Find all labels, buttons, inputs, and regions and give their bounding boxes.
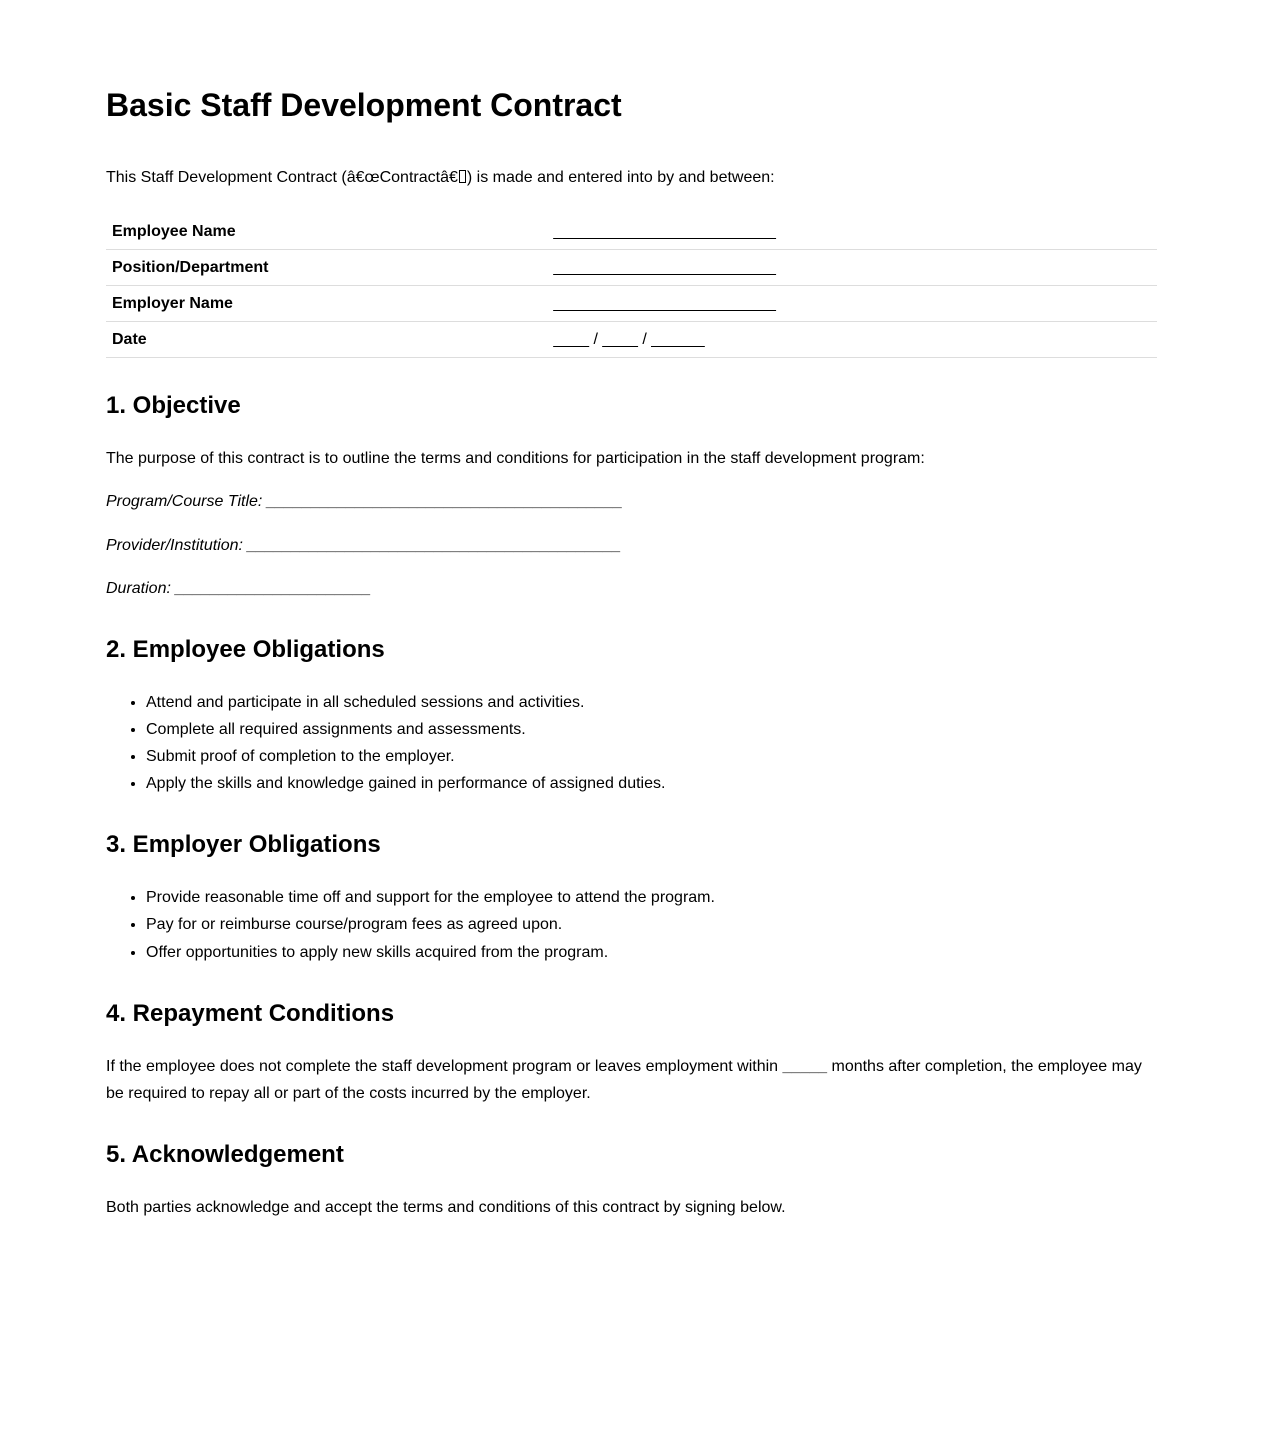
section-heading-employer-obligations: 3. Employer Obligations <box>106 831 381 859</box>
acknowledgement-paragraph: Both parties acknowledge and accept the terms and conditions of this contract by signing below. <box>106 1198 786 1216</box>
section-heading-acknowledgement: 5. Acknowledgement <box>106 1140 344 1168</box>
row-label: Date <box>106 322 547 358</box>
repayment-paragraph <box>106 1053 1157 1107</box>
field-duration <box>106 575 1157 602</box>
blank-line: _________________________ <box>547 285 1157 321</box>
section-heading-employee-obligations: 2. Employee Obligations <box>106 635 385 663</box>
blank-line: __________________________________________ <box>247 536 622 554</box>
blank-months: _____ <box>782 1057 828 1075</box>
list-item: • Attend and participate in all scheduled sessions and activities. <box>146 689 1157 716</box>
list-item: • Apply the skills and knowledge gained in performance of assigned duties. <box>146 770 1157 797</box>
row-label: Employer Name <box>106 285 547 321</box>
field-label: Program/Course Title: <box>106 493 263 511</box>
objective-paragraph: The purpose of this contract is to outline the terms and conditions for participation in the staff development program: <box>106 450 925 468</box>
blank-line: ______________________ <box>175 579 372 597</box>
list-item: • Provide reasonable time off and support for the employee to attend the program. <box>146 884 1157 911</box>
intro-text-before: This Staff Development Contract (â€œContractâ€ <box>106 169 458 187</box>
intro-paragraph <box>106 164 1157 191</box>
section-acknowledgement <box>106 1141 1157 1221</box>
section-employee-obligations <box>106 636 1157 798</box>
table-row-employee-name <box>106 214 1157 250</box>
section-employer-obligations <box>106 831 1157 965</box>
blank-line: _________________________ <box>547 249 1157 285</box>
blank-line-date: ____ / ____ / ______ <box>547 322 1157 358</box>
blank-line: _________________________ <box>547 214 1157 250</box>
parties-table <box>106 214 1157 359</box>
list-item: • Complete all required assignments and assessments. <box>146 716 1157 743</box>
section-heading-objective: 1. Objective <box>106 392 241 420</box>
row-label: Position/Department <box>106 249 547 285</box>
employee-obligations-list <box>106 689 1157 798</box>
table-row-employer-name <box>106 285 1157 321</box>
field-program-course-title <box>106 488 1157 515</box>
page-title: Basic Staff Development Contract <box>106 87 622 123</box>
repayment-text-before: If the employee does not complete the staff development program or leaves employment within <box>106 1057 779 1075</box>
field-label: Duration: <box>106 579 171 597</box>
section-repayment-conditions <box>106 1000 1157 1107</box>
repayment-text-after: months after completion, the employee may be required to repay all or part of the costs incurred by the employer. <box>106 1057 1142 1102</box>
list-item: • Offer opportunities to apply new skills acquired from the program. <box>146 939 1157 966</box>
field-provider-institution <box>106 532 1157 559</box>
field-label: Provider/Institution: <box>106 536 243 554</box>
table-row-position-department <box>106 249 1157 285</box>
row-label: Employee Name <box>106 214 547 250</box>
table-row-date <box>106 322 1157 358</box>
missing-glyph-box <box>459 170 466 183</box>
intro-text-after: ) is made and entered into by and between: <box>466 169 775 187</box>
section-heading-repayment-conditions: 4. Repayment Conditions <box>106 999 395 1027</box>
employer-obligations-list <box>106 884 1157 966</box>
blank-line: ________________________________________ <box>266 493 623 511</box>
list-item: • Pay for or reimburse course/program fees as agreed upon. <box>146 911 1157 938</box>
section-objective <box>106 392 1157 602</box>
list-item: • Submit proof of completion to the employer. <box>146 743 1157 770</box>
